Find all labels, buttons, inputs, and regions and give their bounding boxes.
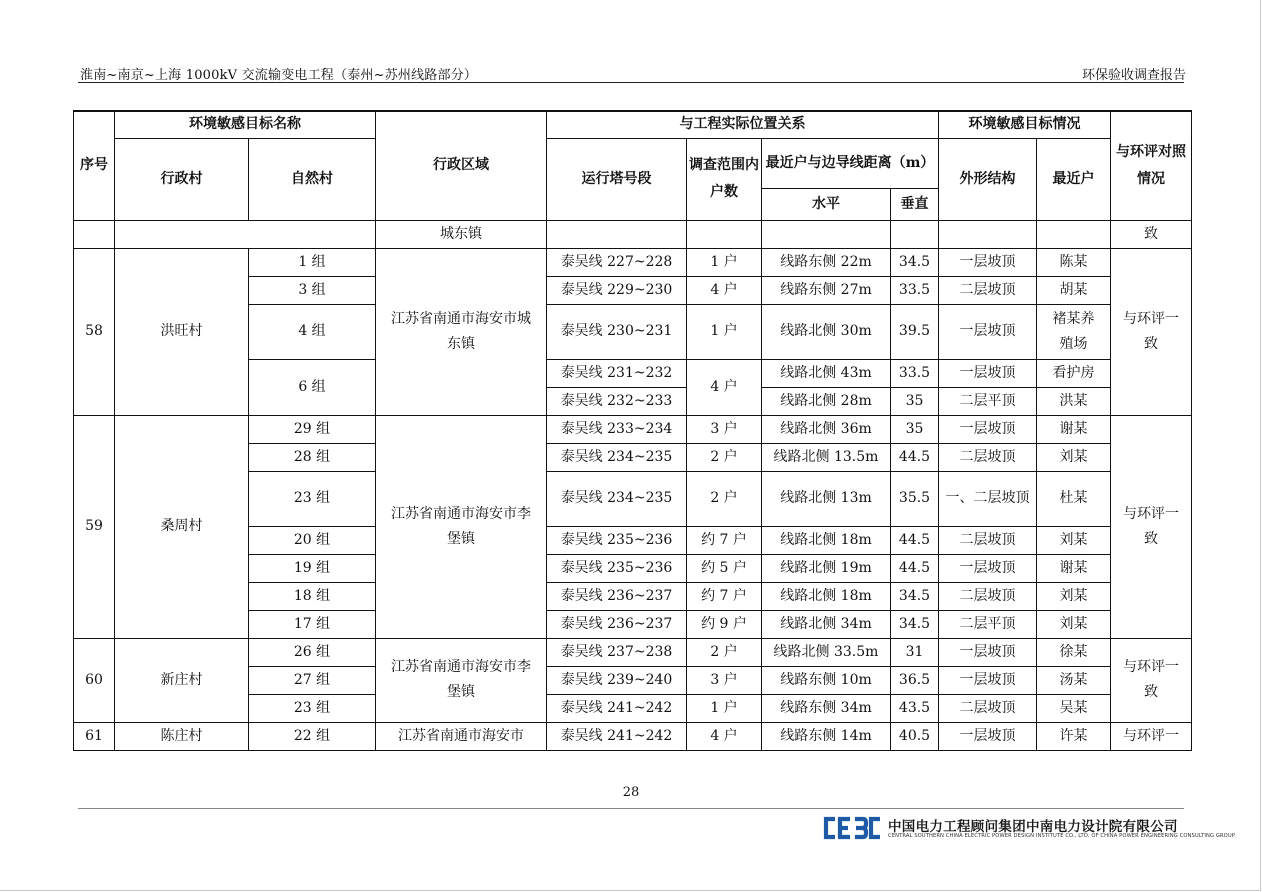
tower-cell: 泰吴线 232~233 <box>547 387 687 415</box>
households-cell: 1 户 <box>687 248 762 276</box>
vertical-cell: 44.5 <box>891 443 939 471</box>
header-relation: 与工程实际位置关系 <box>547 111 939 138</box>
nearest-cell: 许某 <box>1037 722 1111 750</box>
seq-cell: 60 <box>74 638 115 722</box>
households-cell: 2 户 <box>687 471 762 526</box>
structure-cell: 二层坡顶 <box>939 694 1037 722</box>
header-region: 行政区域 <box>376 111 547 220</box>
horizontal-cell: 线路东侧 34m <box>762 694 891 722</box>
nearest-cell: 吴某 <box>1037 694 1111 722</box>
vertical-cell: 39.5 <box>891 304 939 359</box>
header-target-name: 环境敏感目标名称 <box>115 111 376 138</box>
carry-region: 城东镇 <box>376 220 547 248</box>
tower-cell: 泰吴线 236~237 <box>547 610 687 638</box>
natural-village-cell: 28 组 <box>249 443 376 471</box>
company-name: 中国电力工程顾问集团中南电力设计院有限公司 <box>888 819 1178 835</box>
carry-structure <box>939 220 1037 248</box>
header-households: 调查范围内户数 <box>687 138 762 220</box>
households-cell: 3 户 <box>687 666 762 694</box>
tower-cell: 泰吴线 233~234 <box>547 415 687 443</box>
horizontal-cell: 线路北侧 28m <box>762 387 891 415</box>
vertical-cell: 35 <box>891 415 939 443</box>
vertical-cell: 35.5 <box>891 471 939 526</box>
vertical-cell: 31 <box>891 638 939 666</box>
vertical-cell: 34.5 <box>891 610 939 638</box>
nearest-cell: 看护房 <box>1037 359 1111 387</box>
header-eia-compare: 与环评对照情况 <box>1111 111 1192 220</box>
carry-eia: 致 <box>1111 220 1192 248</box>
natural-village-cell: 26 组 <box>249 638 376 666</box>
eia-cell: 与环评一 <box>1111 722 1192 750</box>
structure-cell: 一、二层坡顶 <box>939 471 1037 526</box>
horizontal-cell: 线路北侧 19m <box>762 554 891 582</box>
vertical-cell: 44.5 <box>891 526 939 554</box>
tower-cell: 泰吴线 231~232 <box>547 359 687 387</box>
seq-cell: 59 <box>74 415 115 638</box>
horizontal-cell: 线路北侧 13.5m <box>762 443 891 471</box>
structure-cell: 一层坡顶 <box>939 638 1037 666</box>
structure-cell: 一层坡顶 <box>939 415 1037 443</box>
vertical-cell: 33.5 <box>891 359 939 387</box>
vertical-cell: 33.5 <box>891 276 939 304</box>
tower-cell: 泰吴线 241~242 <box>547 722 687 750</box>
nearest-cell: 徐某 <box>1037 638 1111 666</box>
region-cell: 江苏省南通市海安市李堡镇 <box>376 638 547 722</box>
natural-village-cell: 20 组 <box>249 526 376 554</box>
structure-cell: 二层坡顶 <box>939 443 1037 471</box>
vertical-cell: 40.5 <box>891 722 939 750</box>
horizontal-cell: 线路北侧 34m <box>762 610 891 638</box>
header-report-type: 环保验收调查报告 <box>1081 68 1186 83</box>
horizontal-cell: 线路东侧 22m <box>762 248 891 276</box>
horizontal-cell: 线路东侧 27m <box>762 276 891 304</box>
tower-cell: 泰吴线 227~228 <box>547 248 687 276</box>
tower-cell: 泰吴线 236~237 <box>547 582 687 610</box>
header-nearest: 最近户 <box>1037 138 1111 220</box>
tower-cell: 泰吴线 235~236 <box>547 526 687 554</box>
village-cell: 陈庄村 <box>115 722 249 750</box>
horizontal-cell: 线路东侧 14m <box>762 722 891 750</box>
nearest-cell: 陈某 <box>1037 248 1111 276</box>
region-cell: 江苏省南通市海安市 <box>376 722 547 750</box>
horizontal-cell: 线路北侧 18m <box>762 526 891 554</box>
header-title: 淮南~南京~上海 1000kV 交流输变电工程（泰州~苏州线路部分） <box>80 68 478 83</box>
households-cell: 1 户 <box>687 694 762 722</box>
table-row <box>74 638 1192 666</box>
households-cell: 约 7 户 <box>687 526 762 554</box>
structure-cell: 一层坡顶 <box>939 722 1037 750</box>
nearest-cell: 杜某 <box>1037 471 1111 526</box>
footer-rule <box>78 808 1184 809</box>
header-horizontal: 水平 <box>762 188 891 220</box>
header-rule <box>78 82 1184 83</box>
natural-village-cell: 23 组 <box>249 694 376 722</box>
horizontal-cell: 线路北侧 30m <box>762 304 891 359</box>
natural-village-cell: 1 组 <box>249 248 376 276</box>
header-distance: 最近户与边导线距离（m） <box>762 138 939 188</box>
nearest-cell: 刘某 <box>1037 582 1111 610</box>
households-cell: 4 户 <box>687 722 762 750</box>
region-cell: 江苏省南通市海安市李堡镇 <box>376 415 547 638</box>
households-cell: 4 户 <box>687 359 762 415</box>
structure-cell: 二层平顶 <box>939 610 1037 638</box>
sensitive-targets-table <box>73 110 1192 751</box>
tower-cell: 泰吴线 230~231 <box>547 304 687 359</box>
tower-cell: 泰吴线 229~230 <box>547 276 687 304</box>
structure-cell: 一层坡顶 <box>939 359 1037 387</box>
carry-horizontal <box>762 220 891 248</box>
nearest-cell: 汤某 <box>1037 666 1111 694</box>
horizontal-cell: 线路北侧 33.5m <box>762 638 891 666</box>
structure-cell: 一层坡顶 <box>939 304 1037 359</box>
structure-cell: 一层坡顶 <box>939 248 1037 276</box>
households-cell: 1 户 <box>687 304 762 359</box>
natural-village-cell: 19 组 <box>249 554 376 582</box>
eia-cell: 与环评一致 <box>1111 248 1192 415</box>
structure-cell: 二层坡顶 <box>939 526 1037 554</box>
carry-village <box>115 220 376 248</box>
eia-cell: 与环评一致 <box>1111 638 1192 722</box>
natural-village-cell: 27 组 <box>249 666 376 694</box>
seq-cell: 58 <box>74 248 115 415</box>
structure-cell: 一层坡顶 <box>939 666 1037 694</box>
natural-village-cell: 4 组 <box>249 304 376 359</box>
village-cell: 桑周村 <box>115 415 249 638</box>
nearest-cell: 谢某 <box>1037 554 1111 582</box>
tower-cell: 泰吴线 234~235 <box>547 443 687 471</box>
header-admin-village: 行政村 <box>115 138 249 220</box>
horizontal-cell: 线路北侧 43m <box>762 359 891 387</box>
vertical-cell: 35 <box>891 387 939 415</box>
nearest-cell: 褚某养殖场 <box>1037 304 1111 359</box>
region-cell: 江苏省南通市海安市城东镇 <box>376 248 547 415</box>
nearest-cell: 刘某 <box>1037 610 1111 638</box>
natural-village-cell: 29 组 <box>249 415 376 443</box>
seq-cell: 61 <box>74 722 115 750</box>
horizontal-cell: 线路北侧 18m <box>762 582 891 610</box>
households-cell: 2 户 <box>687 443 762 471</box>
natural-village-cell: 18 组 <box>249 582 376 610</box>
households-cell: 约 9 户 <box>687 610 762 638</box>
households-cell: 2 户 <box>687 638 762 666</box>
natural-village-cell: 6 组 <box>249 359 376 415</box>
header-target-status: 环境敏感目标情况 <box>939 111 1111 138</box>
structure-cell: 一层坡顶 <box>939 554 1037 582</box>
tower-cell: 泰吴线 235~236 <box>547 554 687 582</box>
carry-tower <box>547 220 687 248</box>
tower-cell: 泰吴线 239~240 <box>547 666 687 694</box>
table-row <box>74 415 1192 443</box>
carry-over-row <box>74 220 1192 248</box>
horizontal-cell: 线路北侧 13m <box>762 471 891 526</box>
horizontal-cell: 线路北侧 36m <box>762 415 891 443</box>
vertical-cell: 44.5 <box>891 554 939 582</box>
vertical-cell: 34.5 <box>891 248 939 276</box>
header-structure: 外形结构 <box>939 138 1037 220</box>
nearest-cell: 胡某 <box>1037 276 1111 304</box>
nearest-cell: 谢某 <box>1037 415 1111 443</box>
tower-cell: 泰吴线 241~242 <box>547 694 687 722</box>
carry-households <box>687 220 762 248</box>
company-name-english: CENTRAL SOUTHERN CHINA ELECTRIC POWER DESIGN INSTITUTE CO., LTD. OF CHINA POWER ENGINEERING CONSULTING GROUP <box>888 833 1235 839</box>
structure-cell: 二层坡顶 <box>939 276 1037 304</box>
table-row <box>74 722 1192 750</box>
header-natural-village: 自然村 <box>249 138 376 220</box>
nearest-cell: 刘某 <box>1037 443 1111 471</box>
households-cell: 3 户 <box>687 415 762 443</box>
households-cell: 4 户 <box>687 276 762 304</box>
header-tower-section: 运行塔号段 <box>547 138 687 220</box>
tower-cell: 泰吴线 237~238 <box>547 638 687 666</box>
tower-cell: 泰吴线 234~235 <box>547 471 687 526</box>
carry-seq <box>74 220 115 248</box>
natural-village-cell: 22 组 <box>249 722 376 750</box>
natural-village-cell: 23 组 <box>249 471 376 526</box>
village-cell: 洪旺村 <box>115 248 249 415</box>
structure-cell: 二层坡顶 <box>939 582 1037 610</box>
header-vertical: 垂直 <box>891 188 939 220</box>
company-logo-icon <box>822 815 882 841</box>
table-row <box>74 248 1192 276</box>
vertical-cell: 43.5 <box>891 694 939 722</box>
vertical-cell: 34.5 <box>891 582 939 610</box>
page-number: 28 <box>622 785 640 800</box>
natural-village-cell: 17 组 <box>249 610 376 638</box>
header-seq: 序号 <box>74 111 115 220</box>
households-cell: 约 7 户 <box>687 582 762 610</box>
nearest-cell: 刘某 <box>1037 526 1111 554</box>
village-cell: 新庄村 <box>115 638 249 722</box>
households-cell: 约 5 户 <box>687 554 762 582</box>
carry-vertical <box>891 220 939 248</box>
carry-nearest <box>1037 220 1111 248</box>
eia-cell: 与环评一致 <box>1111 415 1192 638</box>
nearest-cell: 洪某 <box>1037 387 1111 415</box>
horizontal-cell: 线路东侧 10m <box>762 666 891 694</box>
structure-cell: 二层平顶 <box>939 387 1037 415</box>
natural-village-cell: 3 组 <box>249 276 376 304</box>
vertical-cell: 36.5 <box>891 666 939 694</box>
